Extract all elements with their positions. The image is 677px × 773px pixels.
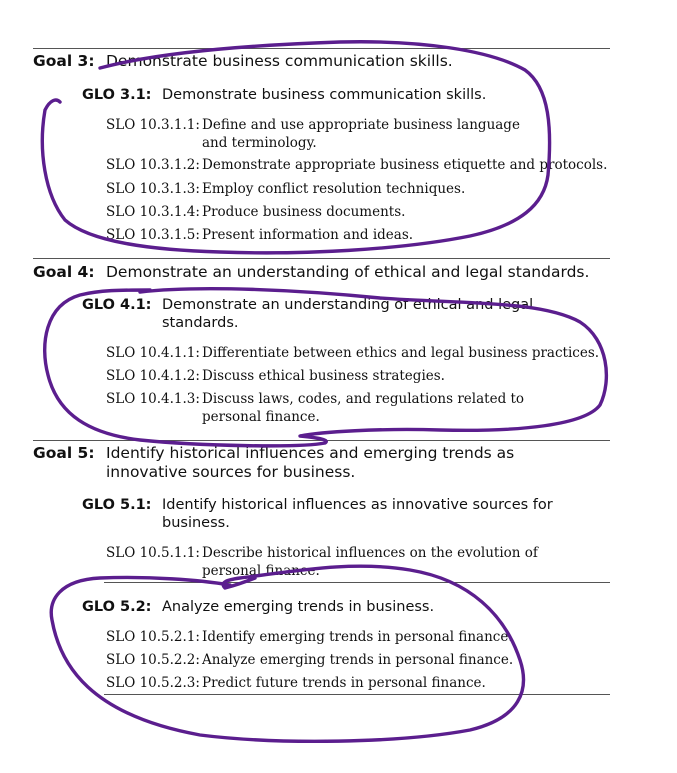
slo-label: SLO 10.4.1.3: [106, 391, 200, 407]
goal-text: Identify historical influences and emerging trends as innovative sources for business. [106, 444, 515, 481]
glo-label: GLO 4.1: [82, 297, 152, 313]
slo-label: SLO 10.3.1.1: [106, 117, 200, 133]
slo-label: SLO 10.5.1.1: [106, 545, 200, 561]
glo-label: GLO 3.1: [82, 87, 152, 103]
glo-text: Demonstrate an understanding of ethical and legal standards. [162, 297, 534, 331]
slo-text: Discuss laws, codes, and regulations related to personal finance. [202, 391, 525, 425]
slo-text: Demonstrate appropriate business etiquette and protocols. [202, 157, 608, 173]
goal-label: Goal 4: [33, 263, 95, 281]
slo-label: SLO 10.4.1.1: [106, 345, 200, 361]
slo-text: Identify emerging trends in personal finance. [202, 629, 513, 645]
slo-label: SLO 10.4.1.2: [106, 368, 200, 384]
slo-label: SLO 10.3.1.3: [106, 181, 200, 197]
slo-text: Present information and ideas. [202, 227, 414, 243]
slo-label: SLO 10.5.2.1: [106, 629, 200, 645]
slo-text: Describe historical influences on the evolution of personal finance. [202, 545, 538, 579]
divider [33, 440, 610, 441]
goal-text: Demonstrate an understanding of ethical and legal standards. [106, 263, 590, 281]
glo-label: GLO 5.2: [82, 599, 152, 615]
slo-label: SLO 10.3.1.5: [106, 227, 200, 243]
slo-text: Predict future trends in personal finance. [202, 675, 486, 691]
glo-text: Analyze emerging trends in business. [162, 599, 435, 615]
slo-text: Define and use appropriate business language and terminology. [202, 117, 520, 151]
glo-label: GLO 5.1: [82, 497, 152, 513]
glo-heading [82, 598, 435, 616]
slo-label: SLO 10.5.2.3: [106, 675, 200, 691]
divider [33, 48, 610, 49]
slo-text: Discuss ethical business strategies. [202, 368, 445, 384]
goal-label: Goal 3: [33, 52, 95, 70]
goal-heading [33, 52, 453, 71]
goal-heading [33, 263, 590, 282]
goal-text: Demonstrate business communication skills. [106, 52, 453, 70]
divider [104, 694, 610, 695]
slo-text: Produce business documents. [202, 204, 406, 220]
divider [33, 258, 610, 259]
goal-heading [33, 444, 515, 481]
slo-label: SLO 10.5.2.2: [106, 652, 200, 668]
divider [104, 582, 610, 583]
goal-label: Goal 5: [33, 444, 95, 462]
slo-label: SLO 10.3.1.4: [106, 204, 200, 220]
slo-text: Differentiate between ethics and legal business practices. [202, 345, 600, 361]
slo-text: Analyze emerging trends in personal finance. [202, 652, 514, 668]
slo-label: SLO 10.3.1.2: [106, 157, 200, 173]
glo-heading [82, 296, 534, 331]
glo-heading [82, 496, 553, 531]
glo-heading [82, 86, 487, 104]
glo-text: Identify historical influences as innovative sources for business. [162, 497, 553, 531]
slo-text: Employ conflict resolution techniques. [202, 181, 466, 197]
glo-text: Demonstrate business communication skills. [162, 87, 487, 103]
